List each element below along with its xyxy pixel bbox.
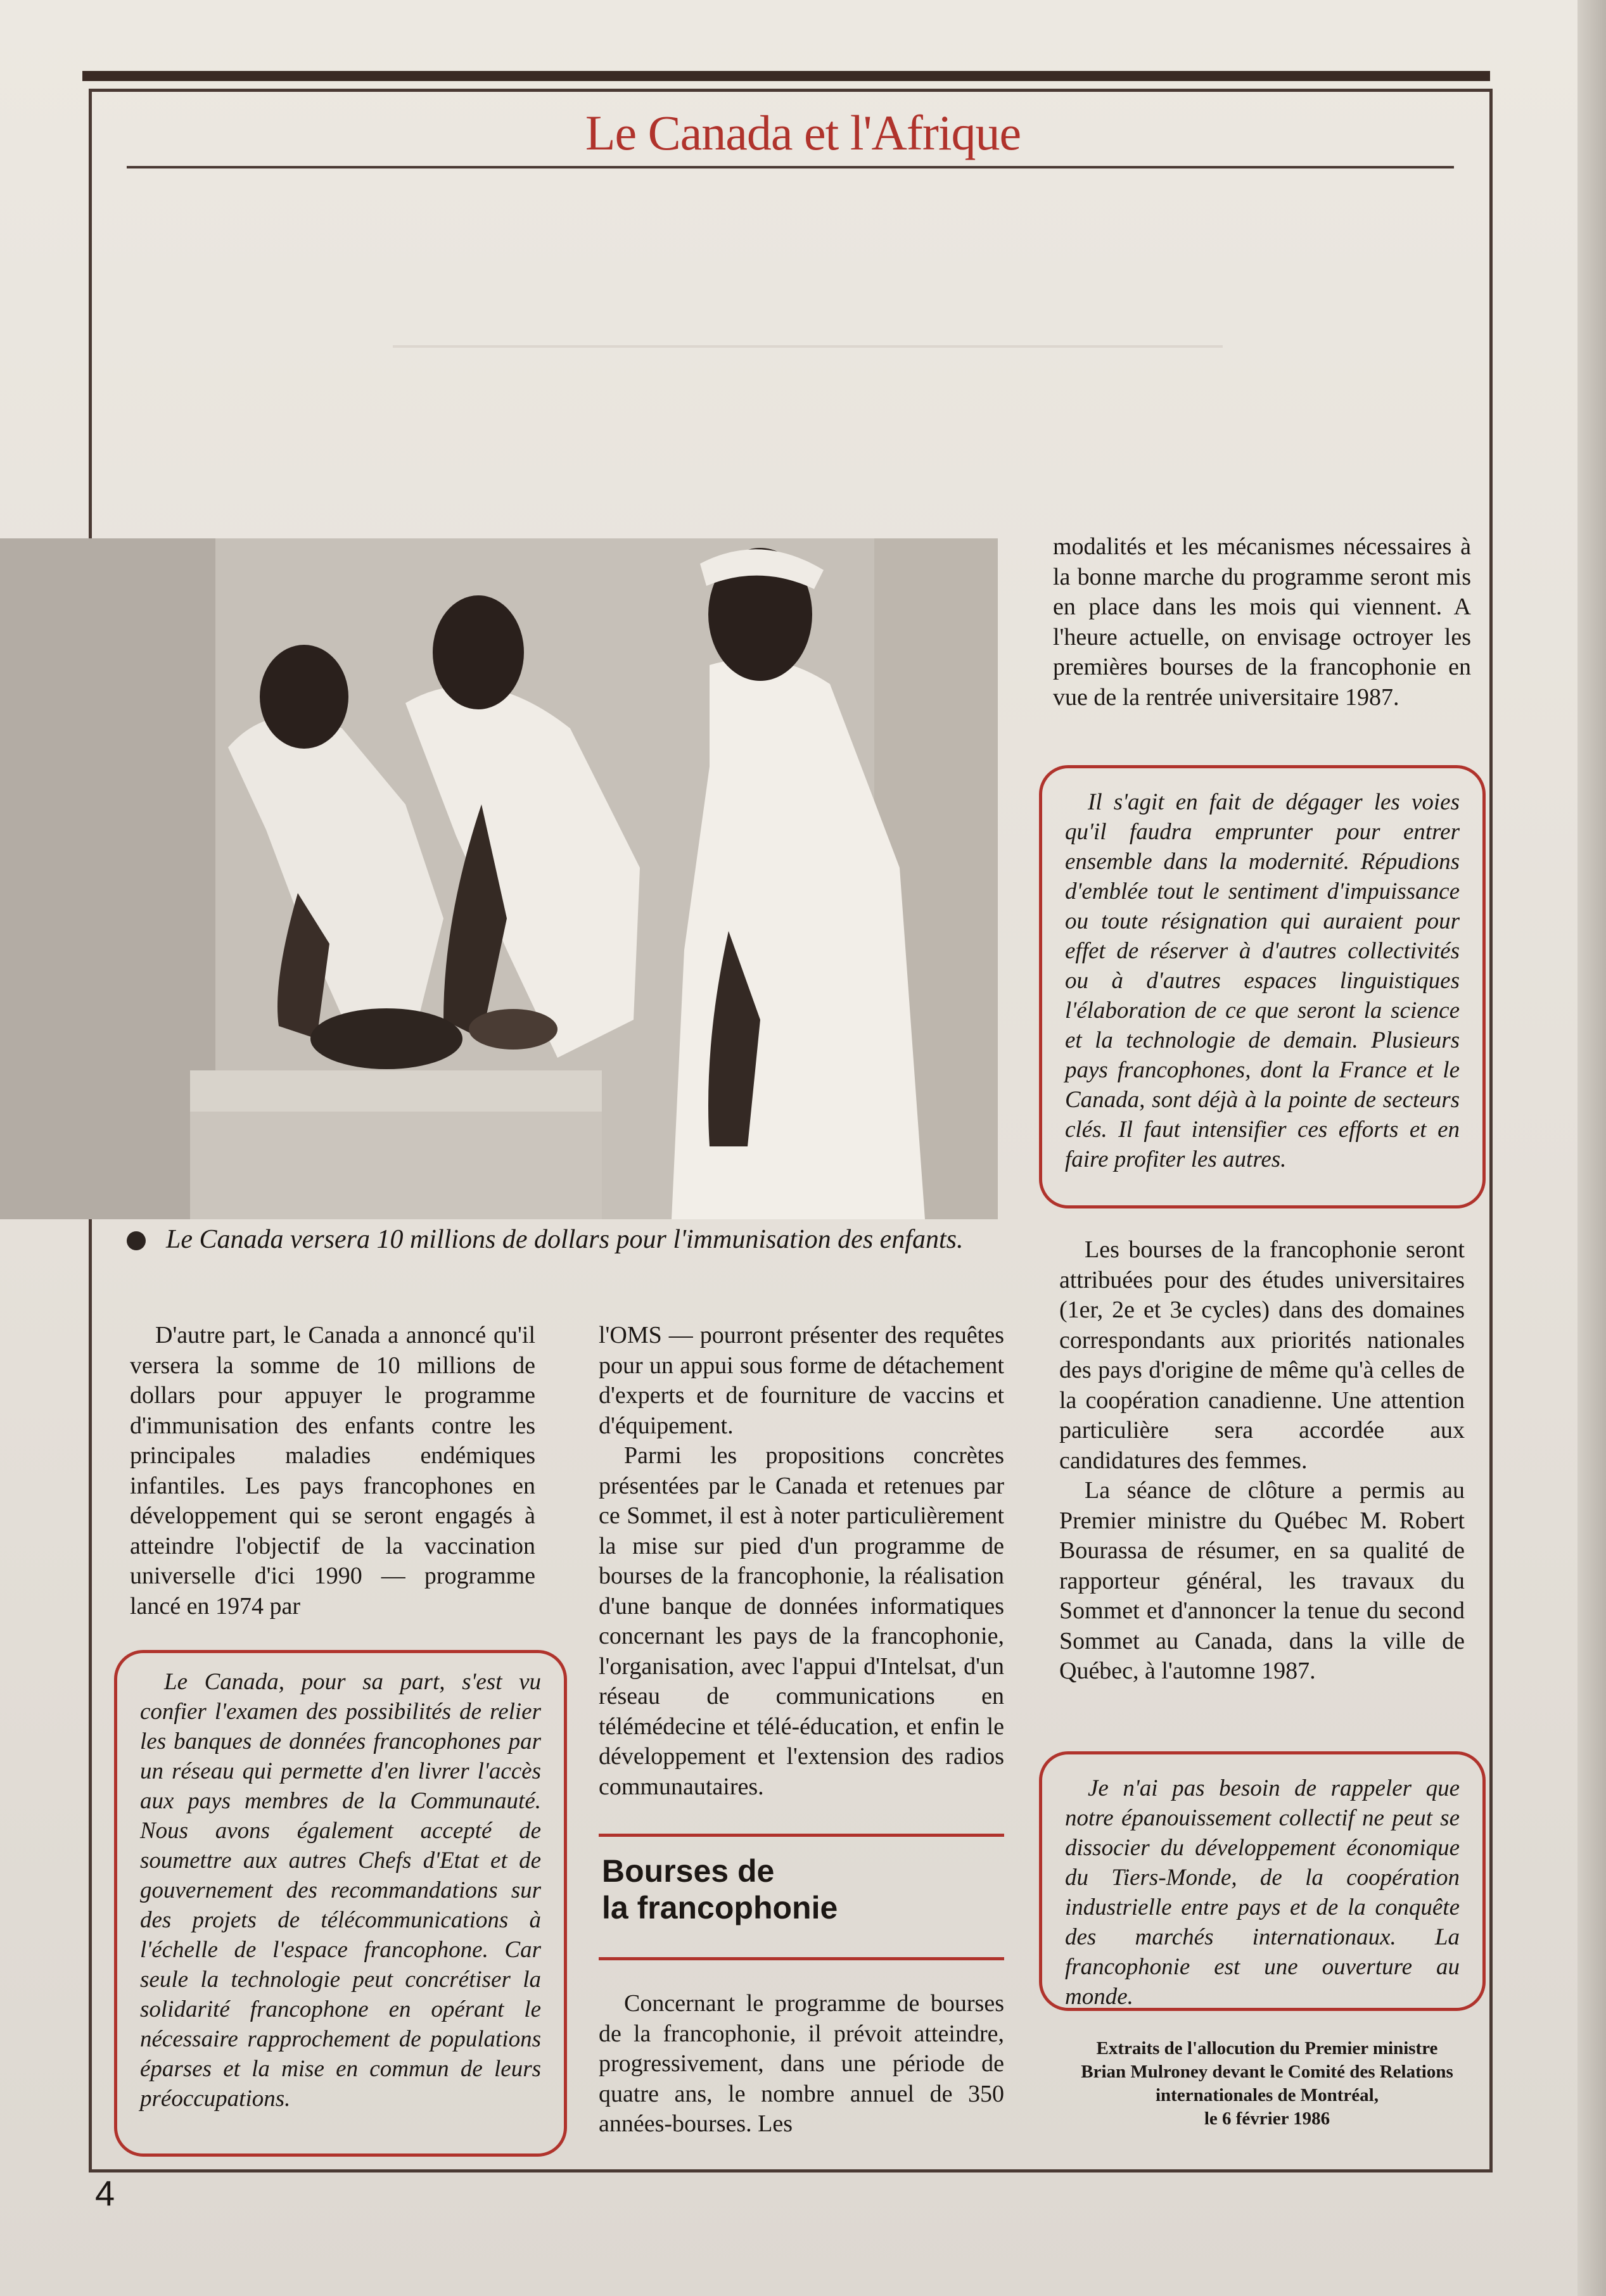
credit-line-2: Brian Mulroney devant le Comité des Relations xyxy=(1081,2062,1453,2082)
pull-quote-left xyxy=(114,1650,567,2157)
section-rule-top xyxy=(599,1834,1004,1837)
column-left xyxy=(130,1321,535,1621)
photo-illustration xyxy=(0,538,998,1219)
column-middle xyxy=(599,1321,1004,1802)
section-heading-line-1: Bourses de xyxy=(602,1853,775,1889)
header-rule xyxy=(127,166,1454,168)
column-right-middle xyxy=(1059,1235,1465,1687)
right-column-paragraph-2: Les bourses de la francophonie seront attribuées pour des études universitaires (1er, 2e et 3e cycles) dans des domaines correspondants aux priorités nationales des pays d'origine de même qu'à celles de la coopération canadienne. Une attention particulière sera accordée aux candidatures des femmes. xyxy=(1059,1236,1465,1474)
photograph xyxy=(0,538,998,1219)
show-through-rule xyxy=(393,345,1223,348)
top-bar xyxy=(82,71,1490,81)
bottom-rule xyxy=(89,2169,1493,2172)
section-heading-line-2: la francophonie xyxy=(602,1890,838,1925)
column-right xyxy=(1053,532,1471,713)
right-column-paragraph-1: modalités et les mécanismes nécessaires à la bonne marche du programme seront mis en place dans les mois qui viennent. A l'heure actuelle, on envisage octroyer les premières bourses de la francophonie en vue de la rentrée universitaire 1987. xyxy=(1053,533,1471,711)
credit-line-1: Extraits de l'allocution du Premier ministre xyxy=(1096,2038,1438,2058)
pull-quote-right-2 xyxy=(1039,1751,1486,2011)
photo-caption xyxy=(127,1222,1014,1257)
page-number: 4 xyxy=(95,2173,115,2213)
credit-line-3: internationales de Montréal, xyxy=(1156,2085,1379,2105)
quote-credit xyxy=(1045,2037,1489,2131)
middle-column-paragraph-1: l'OMS — pourront présenter des requêtes pour un appui sous forme de détachement d'experts et de fourniture de vaccins et d'équipement. xyxy=(599,1322,1004,1439)
middle-column-paragraph-3: Concernant le programme de bourses de la francophonie, il prévoit atteindre, progressivement, dans une période de quatre ans, le nombre annuel de 350 années-bourses. Les xyxy=(599,1990,1004,2137)
section-rule-bottom xyxy=(599,1957,1004,1960)
pull-quote-right-1 xyxy=(1039,765,1486,1208)
right-column-paragraph-3: La séance de clôture a permis au Premier ministre du Québec M. Robert Bourassa de résumer, en sa qualité de rapporteur général, les travaux du Sommet et d'annoncer la tenue du second Sommet au Canada, dans la ville de Québec, à l'automne 1987. xyxy=(1059,1477,1465,1684)
caption-bullet-icon xyxy=(127,1231,146,1250)
caption-text: Le Canada versera 10 millions de dollars pour l'immunisation des enfants. xyxy=(166,1225,964,1254)
left-column-paragraph: D'autre part, le Canada a annoncé qu'il versera la somme de 10 millions de dollars pour appuyer le programme d'immunisation des enfants contre les principales maladies endémiques infantiles. Les pays francophones en développement qui se seront engagés à atteindre l'objectif de la vaccination universelle d'ici 1990 — programme lancé en 1974 par xyxy=(130,1322,535,1620)
page-edge-shadow xyxy=(1577,0,1606,2296)
credit-line-4: le 6 février 1986 xyxy=(1204,2109,1330,2129)
middle-column-paragraph-2: Parmi les propositions concrètes présentées par le Canada et retenues par ce Sommet, il est à noter particulièrement la mise sur pied d'un programme de bourses de la francophonie, la réalisation d'une banque de données informatiques concernant les pays de la francophonie, l'organisation, avec l'appui d'Intelsat, d'un réseau de communications en télémédecine et télé-éducation, et enfin le développement et l'extension des radios communautaires. xyxy=(599,1442,1004,1800)
section-heading xyxy=(602,1853,1007,1926)
pull-quote-right-2-text: Je n'ai pas besoin de rappeler que notre épanouissement collectif ne peut se dissocier du développement économique du Tiers-Monde, de la coopération industrielle entre pays et de la conquête des marchés internationaux. La francophonie est une ouverture au monde. xyxy=(1065,1775,1460,2010)
pull-quote-right-1-text: Il s'agit en fait de dégager les voies qu'il faudra emprunter pour entrer ensemble dans la modernité. Répudions d'emblée tout le sentiment d'impuissance ou toute résignation qui auraient pour effet de réserver à d'autres collectivités ou à d'autres espaces linguistiques l'élaboration de ce que seront la science et la technologie de demain. Plusieurs pays francophones, dont la France et le Canada, sont déjà à la pointe de secteurs clés. Il faut intensifier ces efforts et en faire profiter les autres. xyxy=(1065,789,1460,1172)
column-middle-lower xyxy=(599,1989,1004,2140)
page-header-title: Le Canada et l'Afrique xyxy=(585,105,1021,160)
pull-quote-left-text: Le Canada, pour sa part, s'est vu confier l'examen des possibilités de relier les banques de données francophones par un réseau qui permette d'en livrer l'accès aux pays membres de la Communauté. Nous avons également accepté de soumettre aux autres Chefs d'Etat et de gouvernement des recommandations sur des projets de télécommunications à l'échelle de l'espace francophone. Car seule la technologie peut concrétiser la solidarité francophone en opérant le nécessaire rapprochement de populations éparses et la mise en commun de leurs préoccupations. xyxy=(140,1669,541,2112)
